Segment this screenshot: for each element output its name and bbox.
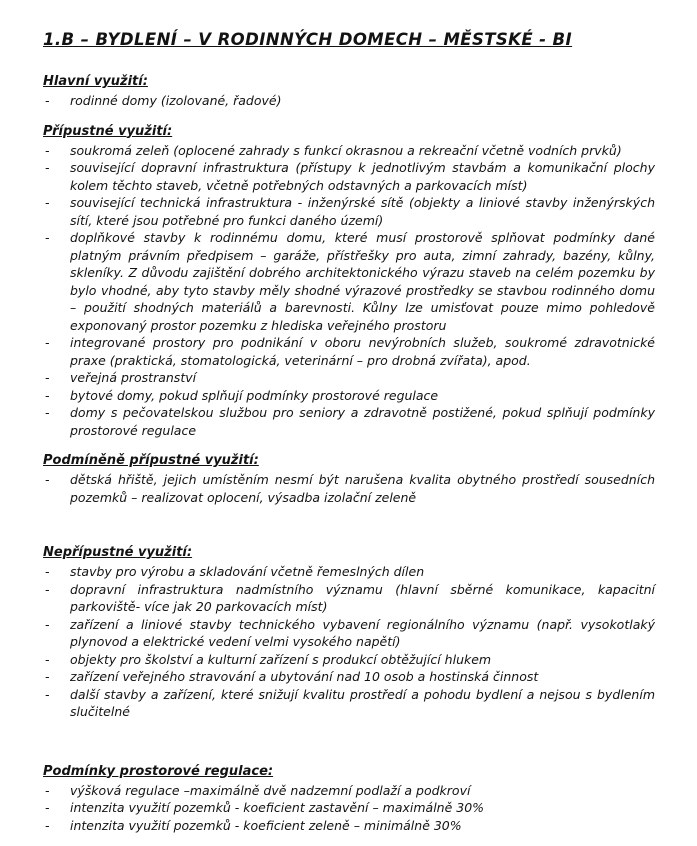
bullet-dash: - xyxy=(45,387,50,403)
section-heading: Nepřípustné využití: xyxy=(43,545,193,560)
bullet-list xyxy=(43,142,655,440)
bullet-item xyxy=(43,782,655,800)
bullet-item xyxy=(43,581,655,616)
bullet-item xyxy=(43,686,655,721)
bullet-text: dětská hřiště, jejich umístěním nesmí být narušena kvalita obytného prostředí sousedních pozemků – realizovat oplocení, výsadba izolační zeleně xyxy=(70,472,655,505)
bullet-item xyxy=(43,616,655,651)
bullet-text: soukromá zeleň (oplocené zahrady s funkcí okrasnou a rekreační včetně vodních prvků) xyxy=(70,142,622,158)
bullet-text: zařízení a liniové stavby technického vybavení regionálního významu (např. vysokotlaký plynovod a elektrické vedení velmi vysokého napětí) xyxy=(70,616,655,649)
bullet-item xyxy=(43,404,655,439)
bullet-dash: - xyxy=(45,335,50,350)
bullet-text: související technická infrastruktura - inženýrské sítě (objekty a liniové stavby inženýrských sítí, které jsou potřebné pro funkci daného území) xyxy=(70,195,655,228)
section-nepripustne-vyuziti xyxy=(43,544,655,721)
bullet-dash: - xyxy=(45,564,50,579)
bullet-item xyxy=(43,817,655,835)
bullet-text: intenzita využití pozemků - koeficient zeleně – minimálně 30% xyxy=(70,817,462,833)
bullet-text: veřejná prostranství xyxy=(70,370,197,385)
bullet-dash: - xyxy=(45,472,50,487)
bullet-item xyxy=(43,229,655,334)
section-podminene-pripustne-vyuziti xyxy=(43,452,655,506)
bullet-dash: - xyxy=(45,230,50,245)
bullet-item xyxy=(43,142,655,160)
bullet-list xyxy=(43,92,655,110)
bullet-list xyxy=(43,563,655,721)
bullet-text: bytové domy, pokud splňují podmínky prostorové regulace xyxy=(70,387,439,403)
bullet-text: rodinné domy (izolované, řadové) xyxy=(70,93,282,108)
bullet-item xyxy=(43,92,655,110)
bullet-item xyxy=(43,799,655,817)
bullet-dash: - xyxy=(45,370,50,385)
bullet-text: intenzita využití pozemků - koeficient zastavění – maximálně 30% xyxy=(70,800,485,815)
bullet-list xyxy=(43,471,655,506)
section-hlavni-vyuziti xyxy=(43,73,655,110)
bullet-dash: - xyxy=(45,405,50,420)
bullet-item xyxy=(43,563,655,581)
bullet-dash: - xyxy=(45,142,50,158)
page-title: 1.B – BYDLENÍ – V RODINNÝCH DOMECH – MĚSTSKÉ - BI xyxy=(43,30,573,49)
section-podminky-prostorove-regulace xyxy=(43,763,655,835)
bullet-dash: - xyxy=(45,160,50,175)
section-heading: Podmíněně přípustné využití: xyxy=(43,453,259,468)
bullet-dash: - xyxy=(45,616,50,632)
bullet-text: stavby pro výrobu a skladování včetně řemeslných dílen xyxy=(70,564,425,579)
bullet-dash: - xyxy=(45,669,50,684)
bullet-dash: - xyxy=(45,817,50,833)
bullet-text: výšková regulace –maximálně dvě nadzemní podlaží a podkroví xyxy=(70,782,471,798)
bullet-text: další stavby a zařízení, které snižují kvalitu prostředí a pohodu bydlení a nejsou s bydlením slučitelné xyxy=(70,686,655,719)
bullet-item xyxy=(43,334,655,369)
section-heading: Přípustné využití: xyxy=(43,123,173,139)
bullet-item xyxy=(43,194,655,229)
bullet-list xyxy=(43,782,655,835)
bullet-dash: - xyxy=(45,195,50,210)
bullet-dash: - xyxy=(45,581,50,597)
bullet-item xyxy=(43,651,655,669)
bullet-dash: - xyxy=(45,686,50,702)
bullet-item xyxy=(43,159,655,194)
bullet-text: domy s pečovatelskou službou pro seniory a zdravotně postižené, pokud splňují podmínky prostorové regulace xyxy=(70,405,655,438)
section-heading: Podmínky prostorové regulace: xyxy=(43,763,274,779)
bullet-item xyxy=(43,471,655,506)
bullet-text: související dopravní infrastruktura (přístupy k jednotlivým stavbám a komunikační plochy kolem těchto staveb, včetně potřebných odstavných a parkovacích míst) xyxy=(70,160,655,193)
bullet-text: integrované prostory pro podnikání v oboru nevýrobních služeb, soukromé zdravotnické praxe (praktická, stomatologická, veterinární – pro drobná zvířata), apod. xyxy=(70,335,655,368)
bullet-item xyxy=(43,668,655,686)
section-pripustne-vyuziti xyxy=(43,123,655,440)
bullet-text: objekty pro školství a kulturní zařízení s produkcí obtěžující hlukem xyxy=(70,651,492,667)
bullet-dash: - xyxy=(45,93,50,108)
section-heading: Hlavní využití: xyxy=(43,74,148,89)
bullet-item xyxy=(43,369,655,387)
bullet-text: doplňkové stavby k rodinnému domu, které musí prostorově splňovat podmínky dané platným právním předpisem – garáže, přístřešky pro auta, zimní zahrady, bazény, kůlny, skleníky. Z důvodu zajištění dobrého architektonického výrazu staveb na celém pozemku by bylo vhodné, aby tyto stavby měly shodné výrazové prostředky se stavbou rodinného domu – použití shodných materiálů a barevnosti. Kůlny lze umisťovat pouze mimo pohledově exponovaný prostor pozemku z hlediska veřejného prostoru xyxy=(70,230,655,333)
bullet-dash: - xyxy=(45,782,50,798)
bullet-text: zařízení veřejného stravování a ubytování nad 10 osob a hostinská činnost xyxy=(70,669,539,684)
bullet-text: dopravní infrastruktura nadmístního významu (hlavní sběrné komunikace, kapacitní parkoviště- více jak 20 parkovacích míst) xyxy=(70,581,655,614)
bullet-item xyxy=(43,387,655,405)
bullet-dash: - xyxy=(45,800,50,815)
bullet-dash: - xyxy=(45,651,50,667)
